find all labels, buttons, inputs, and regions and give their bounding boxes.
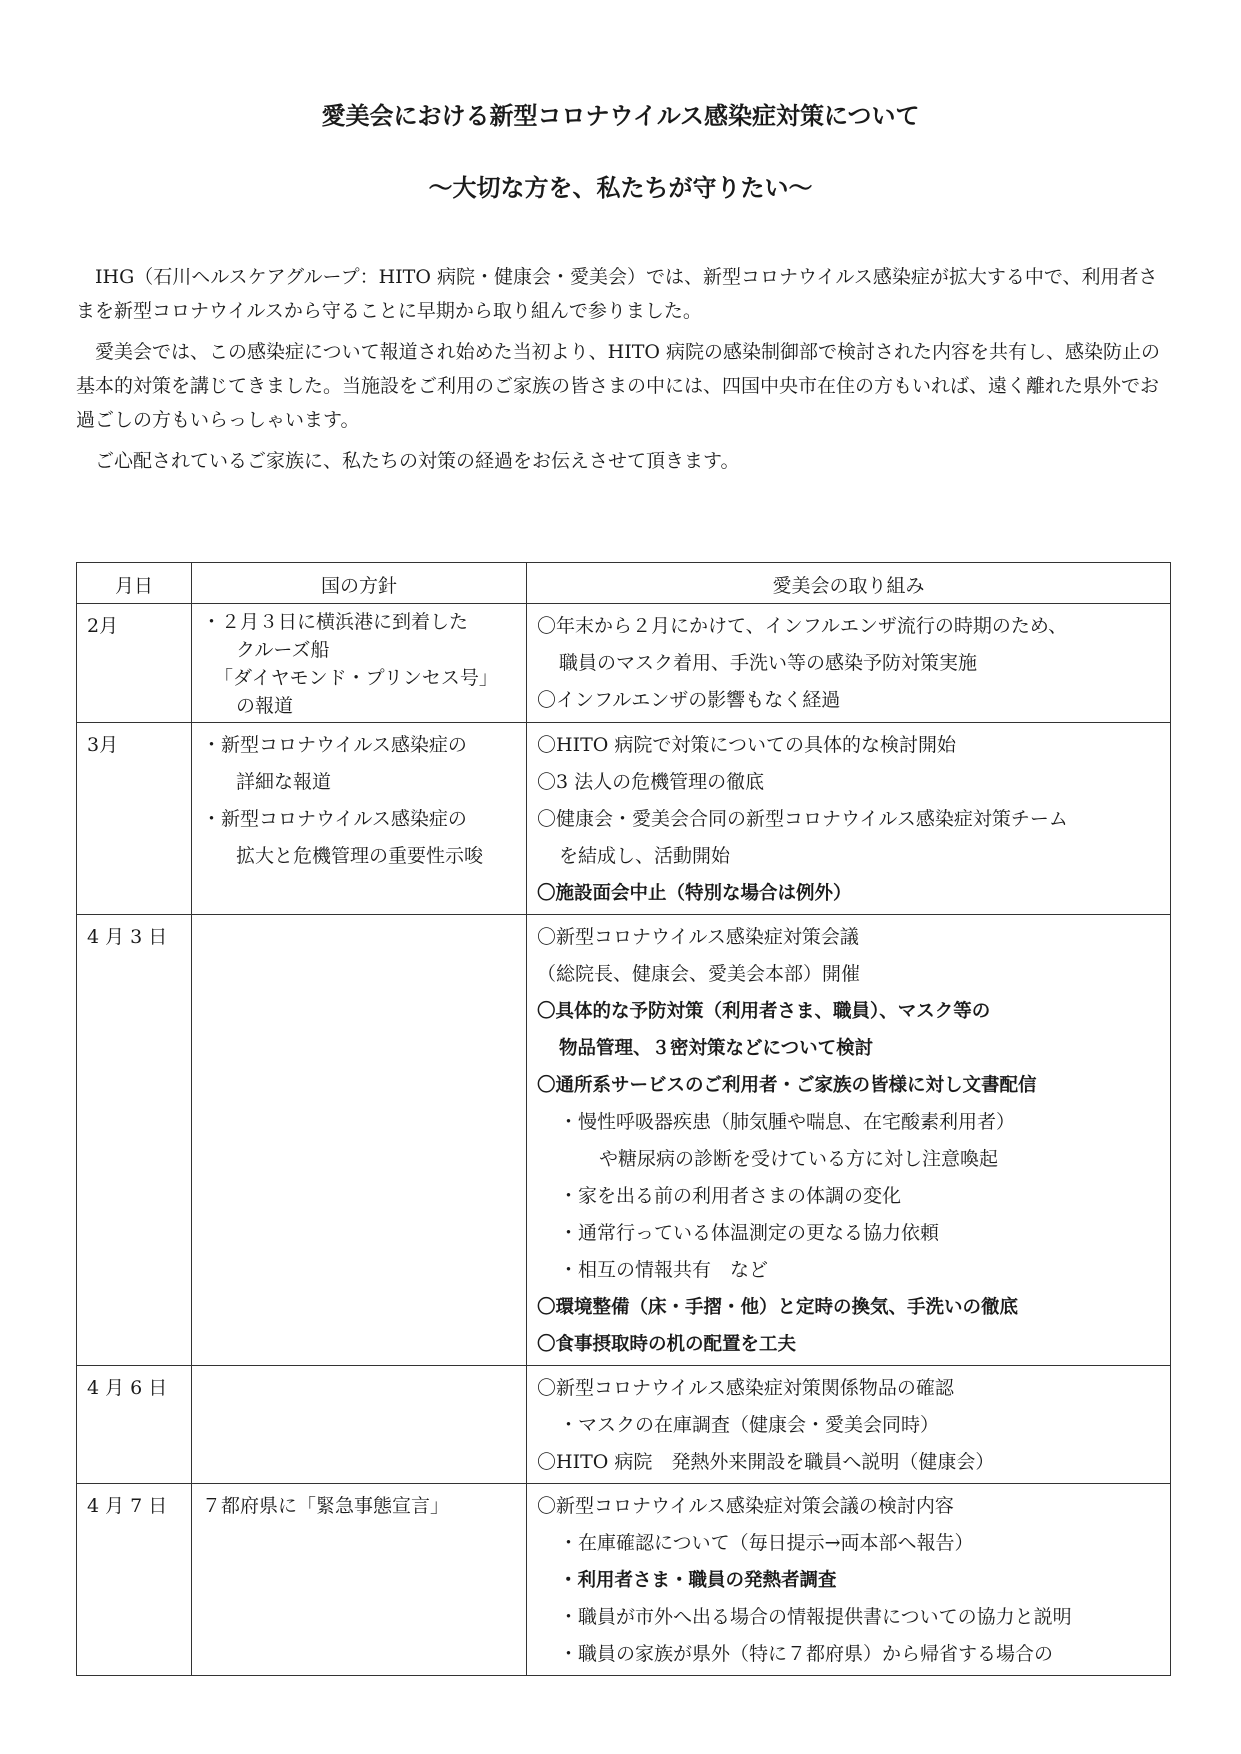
policy-line: 「ダイヤモンド・プリンセス号」 (214, 667, 498, 689)
row-actions (527, 604, 1171, 723)
row-actions (527, 723, 1171, 915)
action-line: ・家を出る前の利用者さまの体調の変化 (559, 1185, 902, 1207)
header-actions: 愛美会の取り組み (527, 563, 1171, 604)
policy-line: の報道 (236, 695, 294, 717)
row-policy (192, 915, 527, 1366)
action-line: ・在庫確認について（毎日提示→両本部へ報告） (559, 1532, 974, 1554)
table-header-row (77, 563, 1171, 604)
document-title: 愛美会における新型コロナウイルス感染症対策について (321, 102, 920, 130)
action-line: ・職員が市外へ出る場合の情報提供書についての協力と説明 (559, 1606, 1072, 1628)
action-line: 〇新型コロナウイルス感染症対策会議の検討内容 (537, 1495, 954, 1517)
header-date: 月日 (77, 563, 192, 604)
intro-paragraph-2: 愛美会では、この感染症について報道され始めた当初より、HITO 病院の感染制御部で検討された内容を共有し、感染防止の基本的対策を講じてきました。当施設をご利用のご家族の皆さまの中には、四国中央市在住の方もいれば、遠く離れた県外でお過ごしの方もいらっしゃいます。 (76, 341, 1160, 431)
action-line: 〇年末から２月にかけて、インフルエンザ流行の時期のため、 (537, 615, 1068, 637)
row-date: 2月 (77, 604, 192, 723)
intro-paragraph-1: IHG（石川ヘルスケアグループ：HITO 病院・健康会・愛美会）では、新型コロナウイルス感染症が拡大する中で、利用者さまを新型コロナウイルスから守ることに早期から取り組んで参りました。 (76, 266, 1158, 322)
row-actions (527, 1484, 1171, 1676)
row-date: 4 月 3 日 (77, 915, 192, 1366)
action-line: ・相互の情報共有 など (559, 1259, 769, 1281)
action-line: 〇HITO 病院 発熱外来開設を職員へ説明（健康会） (537, 1451, 995, 1473)
intro-paragraph-3: ご心配されているご家族に、私たちの対策の経過をお伝えさせて頂きます。 (95, 450, 740, 472)
action-line: や糖尿病の診断を受けている方に対し注意喚起 (599, 1148, 999, 1170)
row-policy (192, 1366, 527, 1484)
action-line: ・マスクの在庫調査（健康会・愛美会同時） (559, 1414, 940, 1436)
action-line: 〇新型コロナウイルス感染症対策会議 (537, 926, 859, 948)
policy-line: ・２月３日に横浜港に到着した (202, 611, 469, 633)
table-row (77, 1366, 1171, 1484)
action-line: 〇具体的な予防対策（利用者さま、職員）、マスク等の (537, 1001, 991, 1022)
row-date: 3月 (77, 723, 192, 915)
table-row (77, 604, 1171, 723)
header-policy: 国の方針 (192, 563, 527, 604)
policy-line: クルーズ船 (236, 639, 330, 661)
action-line: 物品管理、３密対策などについて検討 (559, 1038, 874, 1059)
action-line: ・通常行っている体温測定の更なる協力依頼 (559, 1222, 940, 1244)
row-date: 4 月 7 日 (77, 1484, 192, 1676)
action-line: 〇3 法人の危機管理の徹底 (537, 771, 765, 793)
action-line: ・慢性呼吸器疾患（肺気腫や喘息、在宅酸素利用者） (559, 1111, 1016, 1133)
action-line: 〇インフルエンザの影響もなく経過 (537, 689, 841, 711)
action-line: 職員のマスク着用、手洗い等の感染予防対策実施 (559, 652, 978, 674)
action-line: ・利用者さま・職員の発熱者調査 (559, 1570, 837, 1591)
action-line: を結成し、活動開始 (559, 845, 731, 867)
action-line: ・職員の家族が県外（特に７都府県）から帰省する場合の (559, 1643, 1054, 1665)
action-line: 〇通所系サービスのご利用者・ご家族の皆様に対し文書配信 (537, 1075, 1037, 1096)
action-line: 〇環境整備（床・手摺・他）と定時の換気、手洗いの徹底 (537, 1297, 1019, 1318)
policy-line: ・新型コロナウイルス感染症の (202, 808, 467, 830)
measures-table (76, 562, 1171, 1676)
action-line: 〇健康会・愛美会合同の新型コロナウイルス感染症対策チーム (537, 808, 1068, 830)
policy-line: 拡大と危機管理の重要性示唆 (236, 845, 484, 867)
row-policy (192, 723, 527, 915)
table-row (77, 915, 1171, 1366)
action-line: 〇HITO 病院で対策についての具体的な検討開始 (537, 734, 956, 756)
policy-line: ７都府県に「緊急事態宣言」 (202, 1495, 450, 1517)
action-line: 〇食事摂取時の机の配置を工夫 (537, 1334, 797, 1355)
row-actions (527, 915, 1171, 1366)
table-row (77, 1484, 1171, 1676)
action-line: 〇施設面会中止（特別な場合は例外） (537, 883, 852, 904)
row-policy (192, 604, 527, 723)
row-actions (527, 1366, 1171, 1484)
policy-line: 詳細な報道 (236, 771, 332, 793)
row-policy (192, 1484, 527, 1676)
action-line: 〇新型コロナウイルス感染症対策関係物品の確認 (537, 1377, 954, 1399)
row-date: 4 月 6 日 (77, 1366, 192, 1484)
policy-line: ・新型コロナウイルス感染症の (202, 734, 467, 756)
action-line: （総院長、健康会、愛美会本部）開催 (537, 963, 861, 985)
document-subtitle: ～大切な方を、私たちが守りたい～ (428, 174, 813, 202)
table-row (77, 723, 1171, 915)
